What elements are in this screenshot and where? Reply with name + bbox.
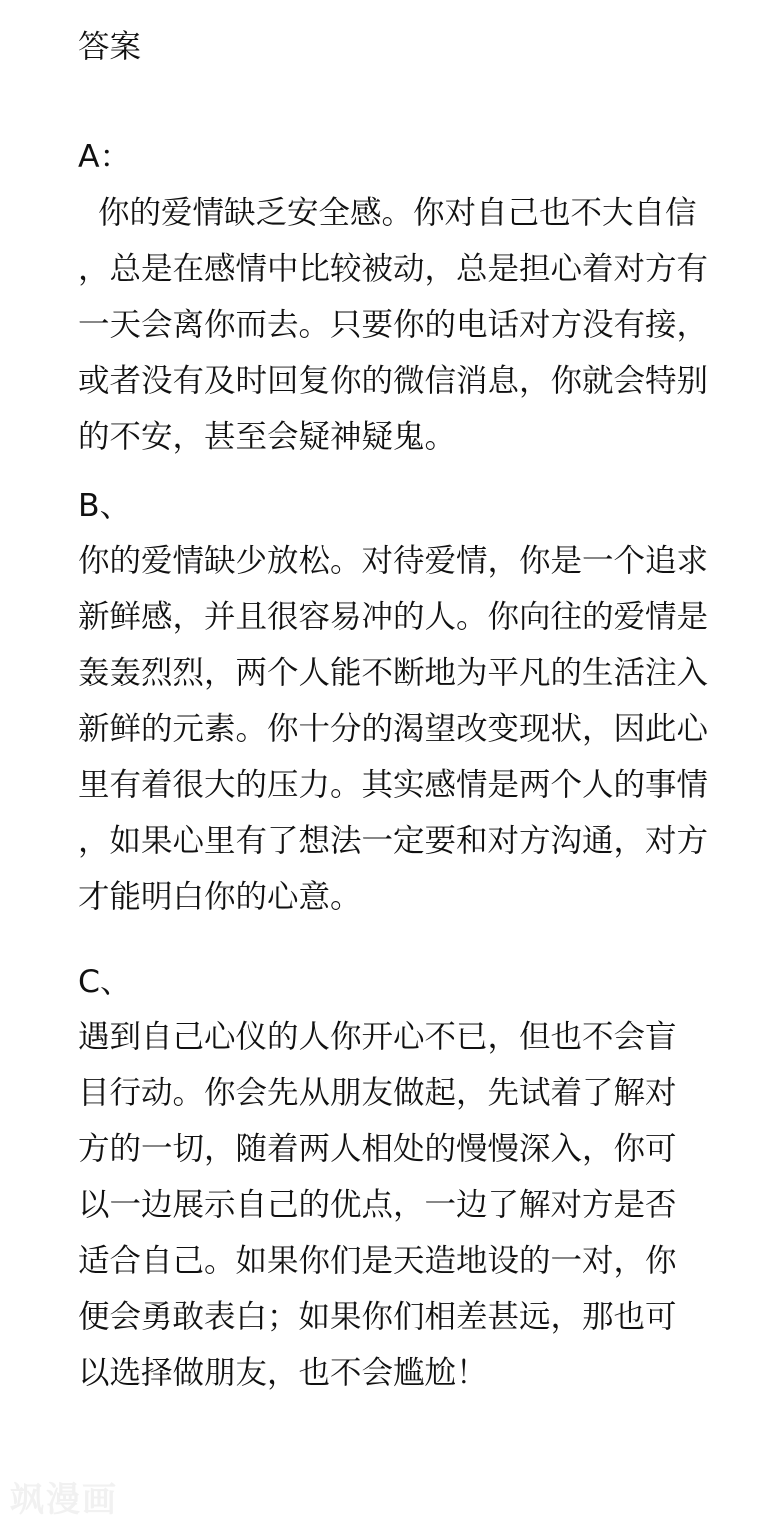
paragraph-line: ，如果心里有了想法一定要和对方沟通，对方 bbox=[78, 823, 709, 859]
section-label: A： bbox=[78, 139, 132, 175]
paragraph-line: 便会勇敢表白；如果你们相差甚远，那也可 bbox=[78, 1299, 677, 1335]
paragraph-line: 的不安，甚至会疑神疑鬼。 bbox=[78, 419, 457, 455]
paragraph-line: ，总是在感情中比较被动，总是担心着对方有 bbox=[78, 251, 709, 287]
paragraph-line: 轰轰烈烈，两个人能不断地为平凡的生活注入 bbox=[78, 655, 709, 691]
paragraph-line: 适合自己。如果你们是天造地设的一对，你 bbox=[78, 1243, 677, 1279]
paragraph-line: 目行动。你会先从朋友做起，先试着了解对 bbox=[78, 1075, 677, 1111]
paragraph-line: 你的爱情缺乏安全感。你对自己也不大自信 bbox=[78, 195, 697, 231]
paragraph-line: 或者没有及时回复你的微信消息，你就会特别 bbox=[78, 363, 709, 399]
section-label: B、 bbox=[78, 488, 132, 524]
paragraph-line: 方的一切，随着两人相处的慢慢深入，你可 bbox=[78, 1131, 677, 1167]
paragraph-line: 以选择做朋友，也不会尴尬！ bbox=[78, 1355, 488, 1391]
section-label: C、 bbox=[78, 964, 132, 1000]
watermark: 飒漫画 bbox=[10, 1480, 118, 1520]
paragraph-line: 一天会离你而去。只要你的电话对方没有接， bbox=[78, 307, 709, 343]
paragraph-line: 新鲜的元素。你十分的渴望改变现状，因此心 bbox=[78, 711, 709, 747]
page-title: 答案 bbox=[78, 29, 142, 65]
paragraph-line: 新鲜感，并且很容易冲的人。你向往的爱情是 bbox=[78, 599, 709, 635]
paragraph-line: 以一边展示自己的优点，一边了解对方是否 bbox=[78, 1187, 677, 1223]
paragraph-line: 你的爱情缺少放松。对待爱情，你是一个追求 bbox=[78, 543, 709, 579]
paragraph-line: 才能明白你的心意。 bbox=[78, 879, 362, 915]
paragraph-line: 遇到自己心仪的人你开心不已，但也不会盲 bbox=[78, 1019, 677, 1055]
paragraph-line: 里有着很大的压力。其实感情是两个人的事情 bbox=[78, 767, 709, 803]
